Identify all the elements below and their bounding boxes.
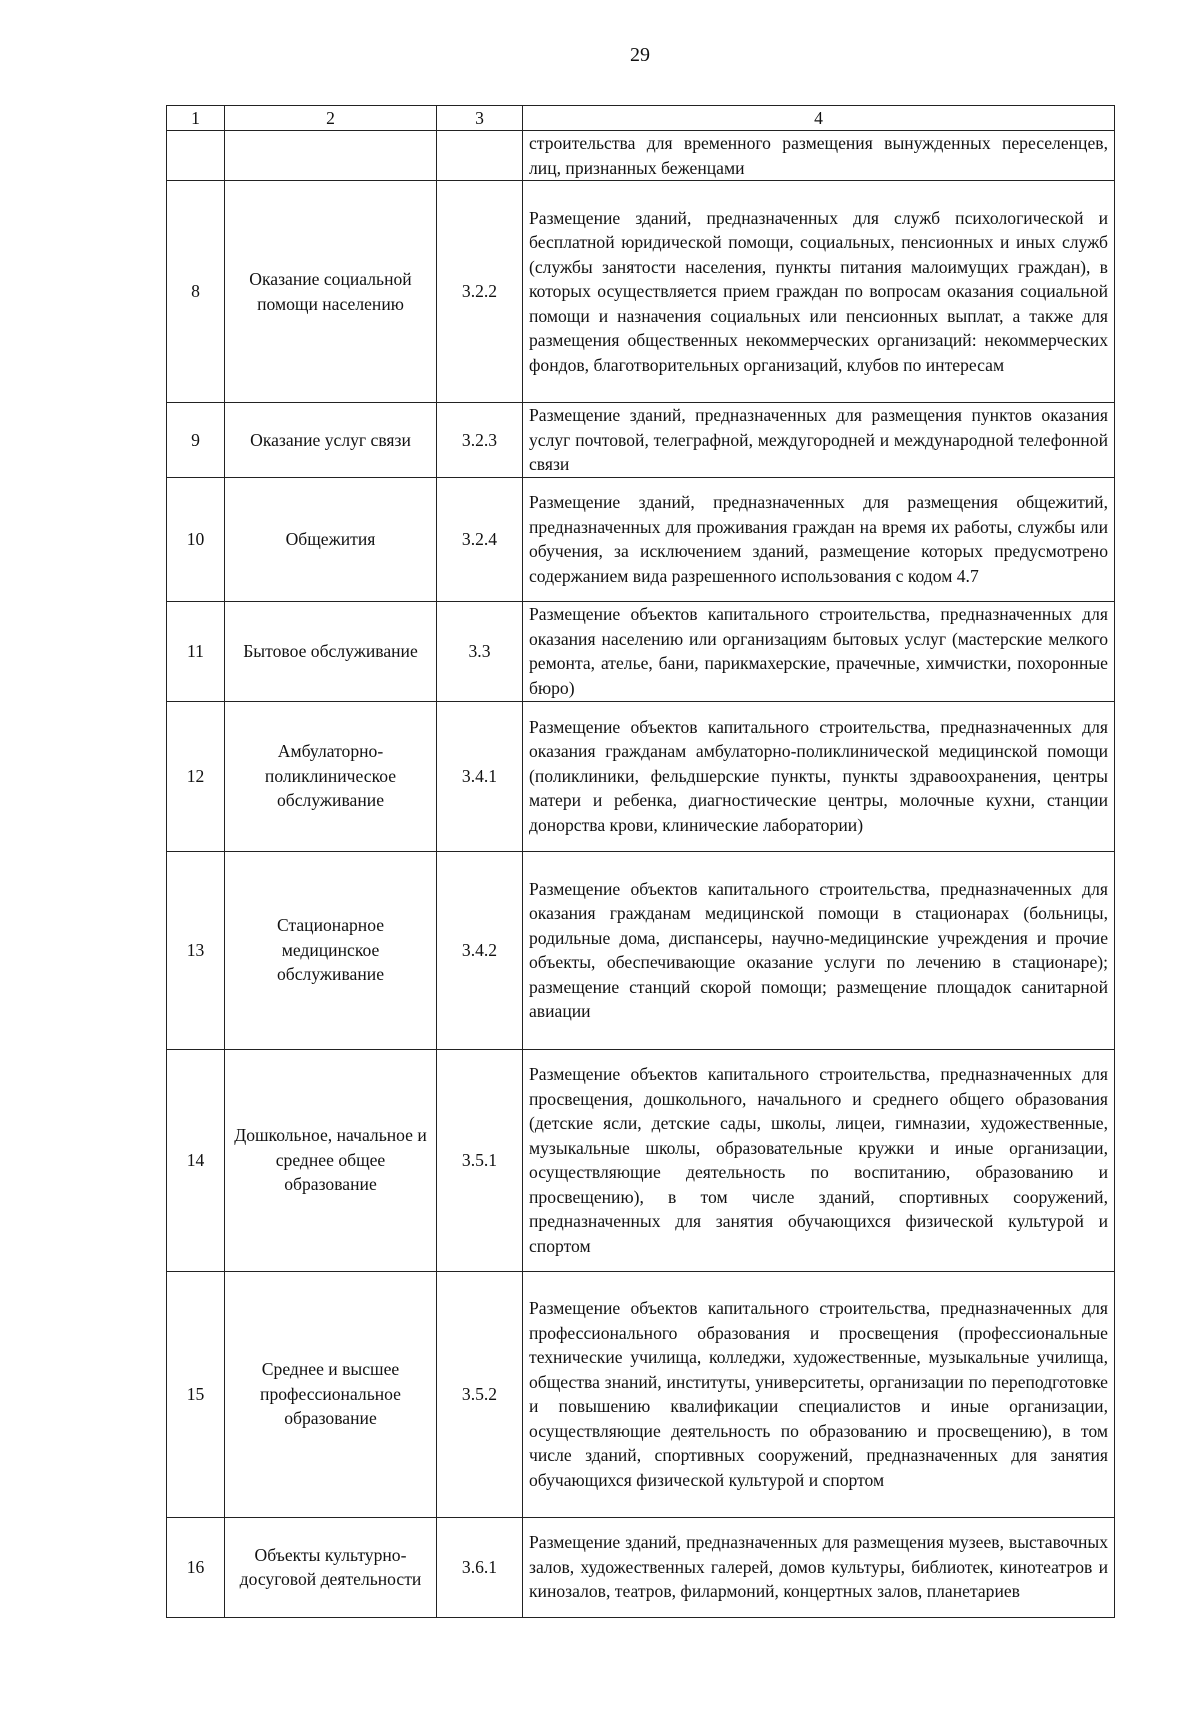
row-code: 3.4.1 [437,701,523,851]
row-number [167,131,225,181]
row-code: 3.2.2 [437,181,523,403]
row-description: Размещение объектов капитального строительства, предназначенных для оказания населению или организациям бытовых услуг (мастерские мелкого ремонта, ателье, бани, парикмахерские, прачечные, химчистки, похоронные бюро) [523,601,1115,701]
row-name: Оказание услуг связи [225,403,437,478]
row-description: Размещение объектов капитального строительства, предназначенных для оказания гражданам амбулаторно-поликлинической медицинской помощи (поликлиники, фельдшерские пункты, пункты здравоохранения, центры матери и ребенка, диагностические центры, молочные кухни, станции донорства крови, клинические лаборатории) [523,701,1115,851]
row-name: Оказание социальной помощи населению [225,181,437,403]
table-row [167,1271,1115,1517]
row-number: 12 [167,701,225,851]
land-use-table [166,105,1115,1618]
row-name [225,131,437,181]
row-name: Дошкольное, начальное и среднее общее образование [225,1049,437,1271]
table-row [167,181,1115,403]
row-number: 15 [167,1271,225,1517]
row-name: Бытовое обслуживание [225,601,437,701]
row-code [437,131,523,181]
row-description: Размещение зданий, предназначенных для размещения общежитий, предназначенных для проживания граждан на время их работы, службы или обучения, за исключением зданий, размещение которых предусмотрено содержанием вида разрешенного использования с кодом 4.7 [523,477,1115,601]
row-number: 14 [167,1049,225,1271]
row-description: Размещение объектов капитального строительства, предназначенных для просвещения, дошкольного, начального и среднего общего образования (детские ясли, детские сады, школы, лицеи, гимназии, художественные, музыкальные школы, образовательные кружки и иные организации, осуществляющие деятельность по воспитанию, образованию и просвещению), в том числе зданий, спортивных сооружений, предназначенных для занятия обучающихся физической культурой и спортом [523,1049,1115,1271]
row-code: 3.2.4 [437,477,523,601]
table-row [167,1517,1115,1617]
header-col-2: 2 [225,106,437,131]
row-name: Объекты культурно-досуговой деятельности [225,1517,437,1617]
row-code: 3.5.2 [437,1271,523,1517]
table-row [167,1049,1115,1271]
row-description: Размещение зданий, предназначенных для служб психологической и бесплатной юридической помощи, социальных, пенсионных и иных служб (службы занятости населения, пункты питания малоимущих граждан), в которых осуществляется прием граждан по вопросам оказания социальной помощи и назначения социальных или пенсионных выплат, а также для размещения общественных некоммерческих организаций: некоммерческих фондов, благотворительных организаций, клубов по интересам [523,181,1115,403]
row-code: 3.6.1 [437,1517,523,1617]
row-code: 3.4.2 [437,851,523,1049]
table-header-row [167,106,1115,131]
row-number: 16 [167,1517,225,1617]
header-col-3: 3 [437,106,523,131]
page-number: 29 [630,44,650,66]
row-description: Размещение объектов капитального строительства, предназначенных для оказания гражданам медицинской помощи в стационарах (больницы, родильные дома, диспансеры, научно-медицинские учреждения и прочие объекты, обеспечивающие оказание услуги по лечению в стационаре); размещение станций скорой помощи; размещение площадок санитарной авиации [523,851,1115,1049]
row-code: 3.3 [437,601,523,701]
row-description: строительства для временного размещения вынужденных переселенцев, лиц, признанных беженцами [523,131,1115,181]
row-number: 10 [167,477,225,601]
row-code: 3.2.3 [437,403,523,478]
header-col-1: 1 [167,106,225,131]
row-number: 11 [167,601,225,701]
row-description: Размещение зданий, предназначенных для размещения музеев, выставочных залов, художественных галерей, домов культуры, библиотек, кинотеатров и кинозалов, театров, филармоний, концертных залов, планетариев [523,1517,1115,1617]
row-name: Амбулаторно-поликлиническое обслуживание [225,701,437,851]
table-row [167,403,1115,478]
row-number: 9 [167,403,225,478]
row-name: Общежития [225,477,437,601]
table-row [167,851,1115,1049]
table-row [167,601,1115,701]
table-row-continuation [167,131,1115,181]
row-number: 8 [167,181,225,403]
row-description: Размещение зданий, предназначенных для размещения пунктов оказания услуг почтовой, телеграфной, междугородней и международной телефонной связи [523,403,1115,478]
header-col-4: 4 [523,106,1115,131]
row-name: Среднее и высшее профессиональное образование [225,1271,437,1517]
table-row [167,477,1115,601]
row-number: 13 [167,851,225,1049]
row-code: 3.5.1 [437,1049,523,1271]
row-name: Стационарное медицинское обслуживание [225,851,437,1049]
table-row [167,701,1115,851]
row-description: Размещение объектов капитального строительства, предназначенных для профессионального образования и просвещения (профессиональные технические училища, колледжи, художественные, музыкальные училища, общества знаний, институты, университеты, организации по переподготовке и повышению квалификации специалистов и иные организации, осуществляющие деятельность по образованию и просвещению), в том числе зданий, спортивных сооружений, предназначенных для занятия обучающихся физической культурой и спортом [523,1271,1115,1517]
